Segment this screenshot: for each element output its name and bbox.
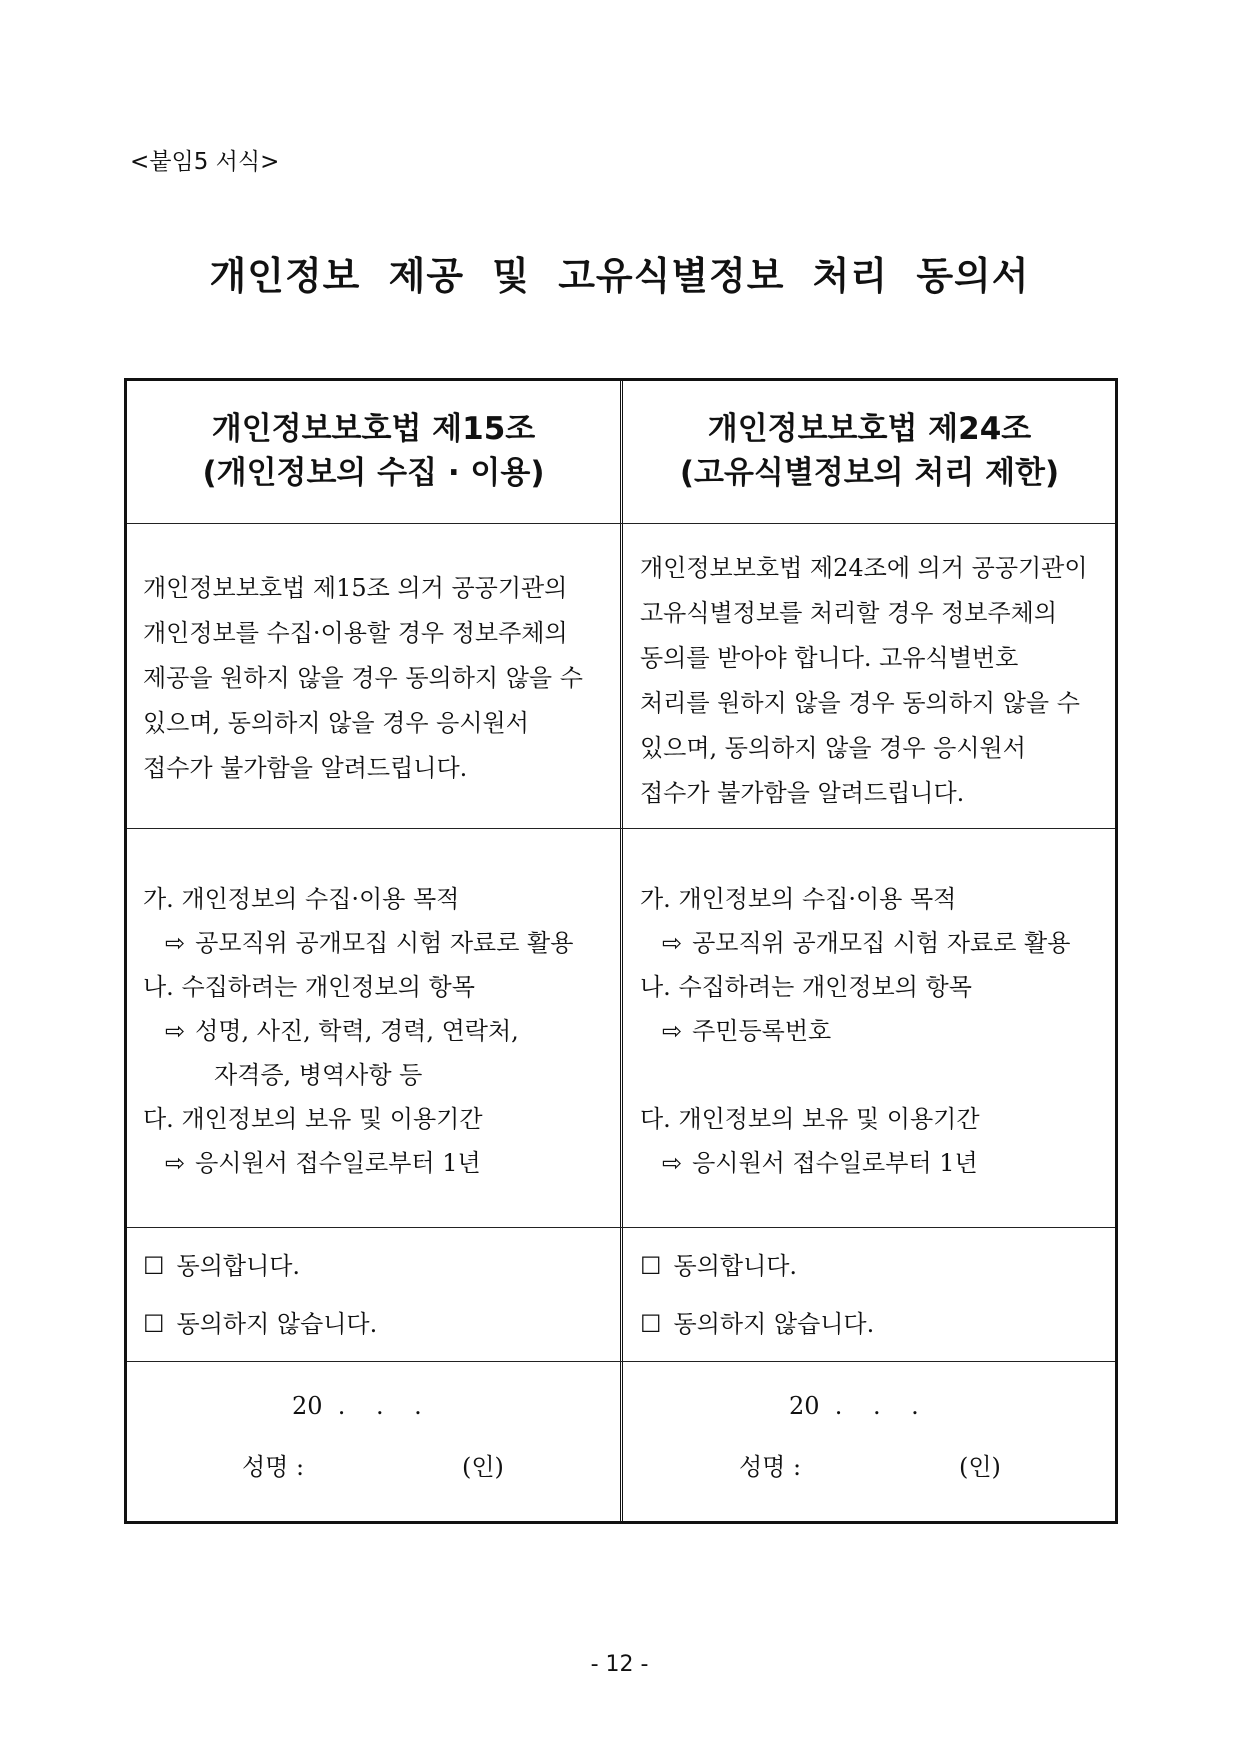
right-purpose-text: 공모직위 공개모집 시험 자료로 활용	[692, 929, 1071, 957]
right-purpose-label: 가. 개인정보의 수집·이용 목적	[640, 885, 957, 913]
left-agree-label: 동의합니다.	[176, 1252, 301, 1280]
right-items-text: 주민등록번호	[692, 1017, 832, 1045]
left-period-label: 다. 개인정보의 보유 및 이용기간	[143, 1105, 483, 1133]
left-purpose-text: 공모직위 공개모집 시험 자료로 활용	[195, 929, 574, 957]
left-items	[127, 877, 620, 1185]
right-name-label: 성명 :	[739, 1453, 802, 1481]
attachment-label: <붙임5 서식>	[130, 149, 280, 175]
right-notice-line: 있으며, 동의하지 않을 경우 응시원서	[640, 734, 1026, 762]
right-items	[624, 877, 1115, 1185]
right-notice	[624, 546, 1115, 816]
left-period-text: 응시원서 접수일로부터 1년	[195, 1149, 481, 1177]
right-notice-line: 개인정보보호법 제24조에 의거 공공기관이	[640, 554, 1088, 582]
column-divider	[620, 381, 623, 1521]
arrow-icon: ⇨	[165, 1017, 186, 1045]
right-consent-options	[624, 1237, 1115, 1353]
left-header	[127, 407, 620, 495]
row-divider	[127, 523, 1115, 524]
consent-form-table	[124, 378, 1118, 1524]
right-notice-line: 고유식별정보를 처리할 경우 정보주체의	[640, 599, 1058, 627]
left-items-text: 성명, 사진, 학력, 경력, 연락처,	[195, 1017, 519, 1045]
left-items-value-cont: 자격증, 병역사항 등	[214, 1061, 423, 1089]
right-header-subtitle: (고유식별정보의 처리 제한)	[679, 455, 1060, 491]
arrow-icon: ⇨	[662, 1149, 683, 1177]
left-purpose-label: 가. 개인정보의 수집·이용 목적	[143, 885, 460, 913]
right-items-blank	[640, 1053, 1115, 1097]
left-purpose-value	[143, 921, 620, 965]
arrow-icon: ⇨	[662, 1017, 683, 1045]
right-header	[624, 407, 1115, 495]
left-disagree-option[interactable]	[143, 1295, 620, 1353]
arrow-icon: ⇨	[165, 1149, 186, 1177]
checkbox-icon[interactable]: ☐	[143, 1252, 165, 1280]
left-disagree-label: 동의하지 않습니다.	[176, 1310, 378, 1338]
right-date-field[interactable]: 20 . . .	[789, 1392, 919, 1420]
right-notice-line: 접수가 불가함을 알려드립니다.	[640, 779, 965, 807]
right-notice-line: 동의를 받아야 합니다. 고유식별번호	[640, 644, 1019, 672]
left-agree-option[interactable]	[143, 1237, 620, 1295]
left-consent-options	[127, 1237, 620, 1353]
right-agree-label: 동의합니다.	[673, 1252, 798, 1280]
right-disagree-option[interactable]	[640, 1295, 1115, 1353]
right-signature	[624, 1362, 1115, 1522]
left-header-law: 개인정보보호법 제15조	[211, 411, 536, 447]
right-header-law: 개인정보보호법 제24조	[707, 411, 1032, 447]
right-agree-option[interactable]	[640, 1237, 1115, 1295]
right-period-label: 다. 개인정보의 보유 및 이용기간	[640, 1105, 980, 1133]
left-name-label: 성명 :	[242, 1453, 305, 1481]
right-seal-label: (인)	[959, 1453, 1001, 1481]
left-notice-line: 있으며, 동의하지 않을 경우 응시원서	[143, 709, 529, 737]
left-signature	[127, 1362, 620, 1522]
arrow-icon: ⇨	[165, 929, 186, 957]
arrow-icon: ⇨	[662, 929, 683, 957]
right-period-value	[640, 1141, 1115, 1185]
right-purpose-value	[640, 921, 1115, 965]
row-divider	[127, 1227, 1115, 1228]
left-notice-line: 개인정보보호법 제15조 의거 공공기관의	[143, 574, 568, 602]
left-items-value	[143, 1009, 620, 1053]
left-header-subtitle: (개인정보의 수집 · 이용)	[202, 455, 545, 491]
left-notice	[127, 566, 620, 791]
right-items-label: 나. 수집하려는 개인정보의 항목	[640, 973, 972, 1001]
checkbox-icon[interactable]: ☐	[640, 1252, 662, 1280]
checkbox-icon[interactable]: ☐	[143, 1310, 165, 1338]
right-items-value	[640, 1009, 1115, 1053]
left-seal-label: (인)	[462, 1453, 504, 1481]
row-divider	[127, 828, 1115, 829]
left-notice-line: 개인정보를 수집·이용할 경우 정보주체의	[143, 619, 568, 647]
page-number: - 12 -	[590, 1652, 649, 1677]
left-items-label: 나. 수집하려는 개인정보의 항목	[143, 973, 475, 1001]
checkbox-icon[interactable]: ☐	[640, 1310, 662, 1338]
left-notice-line: 접수가 불가함을 알려드립니다.	[143, 754, 468, 782]
right-notice-line: 처리를 원하지 않을 경우 동의하지 않을 수	[640, 689, 1080, 717]
left-period-value	[143, 1141, 620, 1185]
right-period-text: 응시원서 접수일로부터 1년	[692, 1149, 978, 1177]
left-date-field[interactable]: 20 . . .	[292, 1392, 422, 1420]
document-title: 개인정보 제공 및 고유식별정보 처리 동의서	[209, 254, 1030, 298]
left-notice-line: 제공을 원하지 않을 경우 동의하지 않을 수	[143, 664, 583, 692]
right-disagree-label: 동의하지 않습니다.	[673, 1310, 875, 1338]
